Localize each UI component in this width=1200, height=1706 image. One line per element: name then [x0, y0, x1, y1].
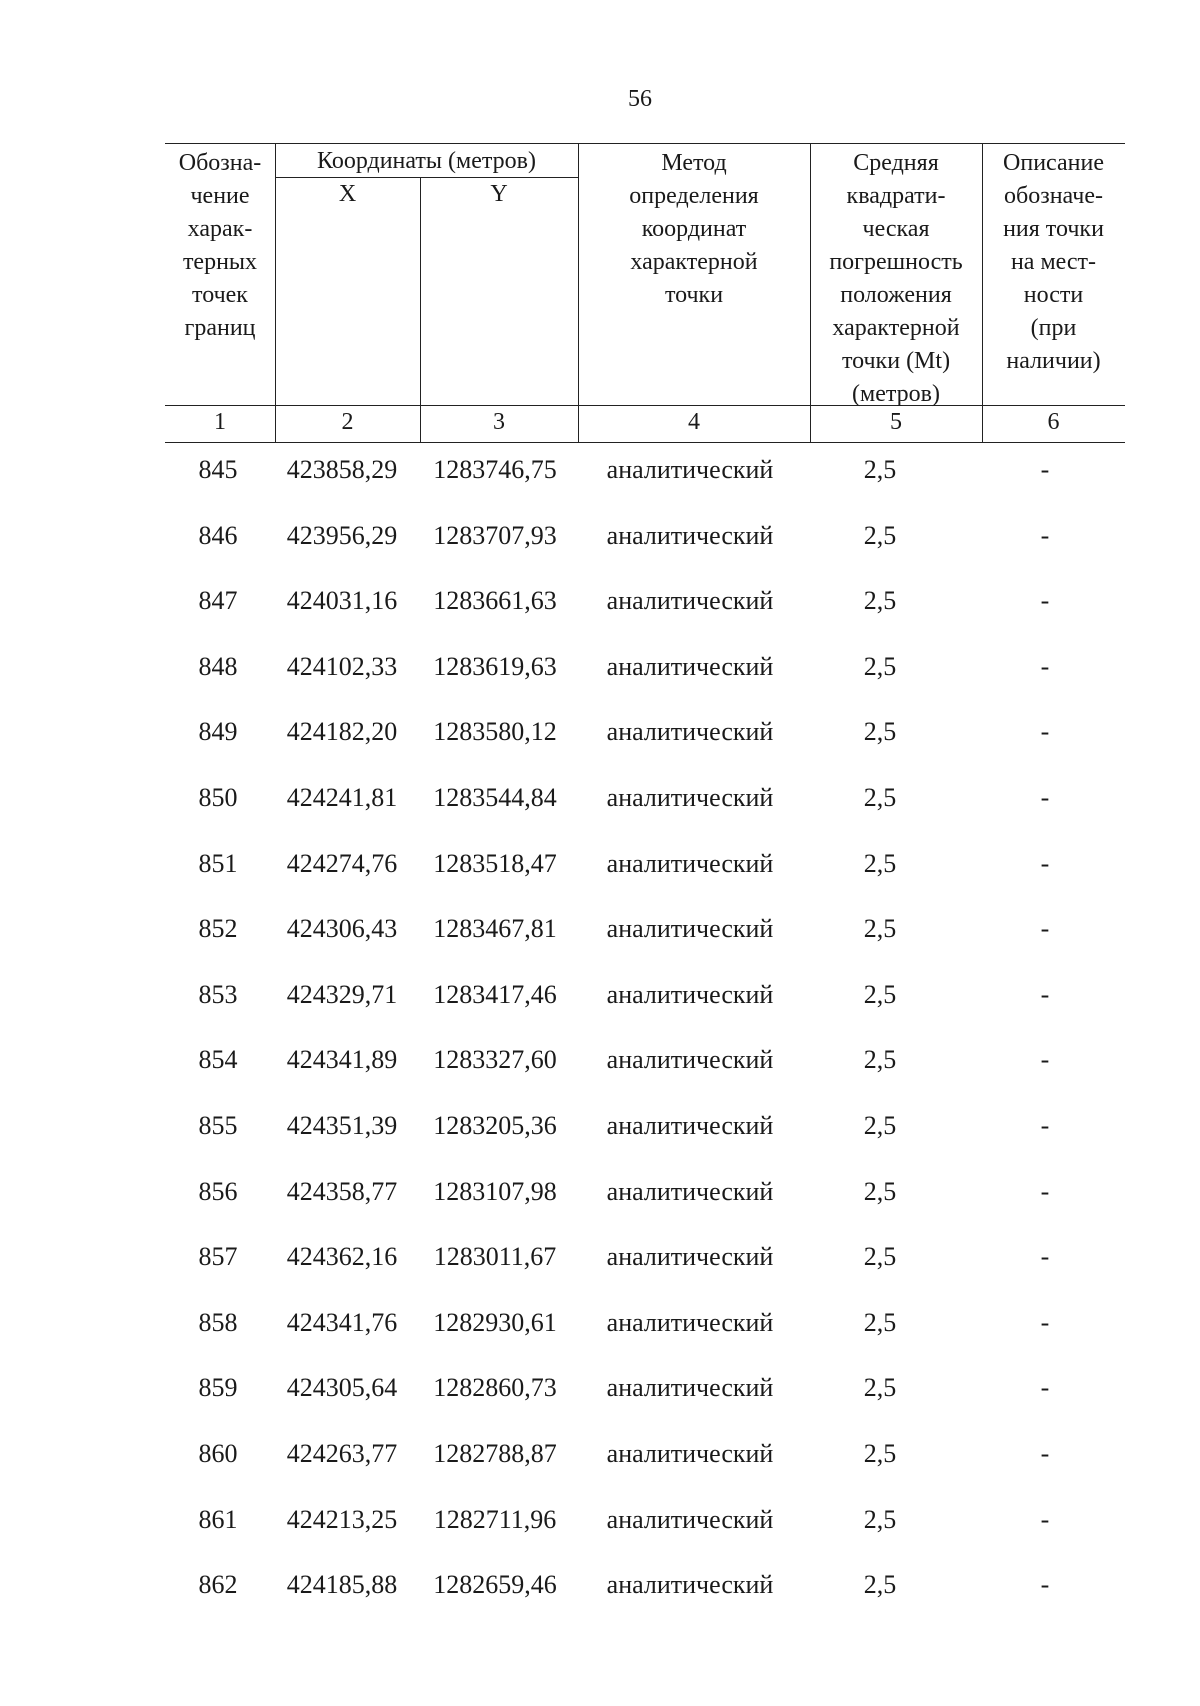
cell-description: -	[1040, 783, 1050, 812]
cell-x: 424213,25	[286, 1504, 398, 1534]
cell-y: 1282860,73	[433, 1373, 557, 1403]
cell-error: 2,5	[863, 586, 897, 616]
cell-x: 424185,88	[286, 1570, 398, 1600]
cell-x: 424263,77	[286, 1439, 398, 1468]
cell-error: 2,5	[863, 1504, 897, 1534]
table-row	[0, 712, 1200, 752]
cell-method: аналитический	[606, 1307, 774, 1337]
cell-method: аналитический	[606, 520, 774, 550]
cell-x: 424274,76	[286, 848, 398, 878]
table-row	[0, 647, 1200, 687]
cell-description: -	[1040, 1045, 1050, 1075]
cell-y: 1283746,75	[433, 455, 557, 484]
cell-x: 423858,29	[286, 455, 398, 484]
cell-point: 849	[198, 717, 238, 747]
cell-point: 847	[198, 586, 238, 616]
cell-y: 1283205,36	[433, 1111, 557, 1140]
cell-method: аналитический	[606, 717, 774, 747]
cell-error: 2,5	[863, 1570, 897, 1600]
cell-description: -	[1040, 914, 1050, 944]
cell-point: 845	[198, 455, 238, 484]
table-row	[0, 909, 1200, 949]
cell-x: 424351,39	[286, 1111, 398, 1140]
table-row	[0, 1106, 1200, 1146]
cell-description: -	[1040, 1307, 1050, 1337]
cell-method: аналитический	[606, 455, 774, 484]
cell-point: 846	[198, 520, 238, 550]
table-row	[0, 516, 1200, 556]
cell-error: 2,5	[863, 1307, 897, 1337]
header-col-point-designation: Обозна- чение харак- терных точек границ	[178, 150, 262, 341]
cell-error: 2,5	[863, 979, 897, 1009]
header-number-6: 6	[1047, 409, 1060, 435]
table-row	[0, 844, 1200, 884]
cell-y: 1283467,81	[433, 914, 557, 944]
cell-method: аналитический	[606, 586, 774, 616]
cell-error: 2,5	[863, 1111, 897, 1140]
cell-method: аналитический	[606, 1045, 774, 1075]
cell-description: -	[1040, 848, 1050, 878]
cell-y: 1283417,46	[433, 979, 557, 1009]
cell-point: 860	[198, 1439, 238, 1468]
table-row	[0, 975, 1200, 1015]
cell-x: 424358,77	[286, 1176, 398, 1206]
cell-point: 853	[198, 979, 238, 1009]
cell-y: 1282788,87	[433, 1439, 557, 1468]
cell-x: 424329,71	[286, 979, 398, 1009]
cell-x: 424182,20	[286, 717, 398, 747]
table-row	[0, 1303, 1200, 1343]
cell-method: аналитический	[606, 783, 774, 812]
cell-error: 2,5	[863, 1045, 897, 1075]
cell-description: -	[1040, 1242, 1050, 1272]
cell-point: 859	[198, 1373, 238, 1403]
cell-y: 1283544,84	[433, 783, 557, 812]
cell-error: 2,5	[863, 455, 897, 484]
header-col-description: Описание обозначе- ния точки на мест- ности (при наличии)	[1003, 150, 1104, 374]
header-col-x: X	[338, 181, 357, 207]
cell-y: 1283327,60	[433, 1045, 557, 1075]
cell-description: -	[1040, 455, 1050, 484]
cell-error: 2,5	[863, 651, 897, 681]
page-number: 56	[628, 86, 652, 112]
cell-description: -	[1040, 1176, 1050, 1206]
cell-error: 2,5	[863, 1373, 897, 1403]
cell-method: аналитический	[606, 848, 774, 878]
header-number-3: 3	[493, 409, 505, 435]
cell-error: 2,5	[863, 717, 897, 747]
cell-x: 424306,43	[286, 914, 398, 944]
cell-y: 1283580,12	[433, 717, 557, 747]
cell-method: аналитический	[606, 1373, 774, 1403]
cell-error: 2,5	[863, 848, 897, 878]
cell-point: 858	[198, 1307, 238, 1337]
header-col-method: Метод определения координат характерной точки	[629, 150, 759, 308]
cell-point: 851	[198, 848, 238, 878]
cell-description: -	[1040, 1504, 1050, 1534]
table-row	[0, 1368, 1200, 1408]
cell-description: -	[1040, 717, 1050, 747]
cell-point: 854	[198, 1045, 238, 1075]
cell-x: 423956,29	[286, 520, 398, 550]
table-row	[0, 450, 1200, 490]
cell-description: -	[1040, 979, 1050, 1009]
cell-y: 1283707,93	[433, 520, 557, 550]
table-row	[0, 1565, 1200, 1605]
cell-description: -	[1040, 1570, 1050, 1600]
number-row-bottom-border	[165, 442, 1125, 443]
cell-x: 424102,33	[286, 651, 398, 681]
cell-y: 1282930,61	[433, 1307, 557, 1337]
table-row	[0, 1500, 1200, 1540]
cell-y: 1283661,63	[433, 586, 557, 616]
header-col-error: Средняя квадрати- ческая погрешность положения характерной точки (Mt) (метров)	[829, 150, 963, 407]
cell-point: 852	[198, 914, 238, 944]
cell-error: 2,5	[863, 914, 897, 944]
cell-error: 2,5	[863, 1439, 897, 1468]
cell-point: 861	[198, 1504, 238, 1534]
cell-y: 1282711,96	[433, 1504, 557, 1534]
cell-point: 855	[198, 1111, 238, 1140]
cell-x: 424362,16	[286, 1242, 398, 1272]
cell-description: -	[1040, 651, 1050, 681]
cell-error: 2,5	[863, 1176, 897, 1206]
cell-y: 1283619,63	[433, 651, 557, 681]
header-divider-2	[420, 177, 421, 442]
cell-description: -	[1040, 586, 1050, 616]
cell-y: 1283011,67	[433, 1242, 557, 1272]
cell-point: 856	[198, 1176, 238, 1206]
cell-method: аналитический	[606, 979, 774, 1009]
header-coords-group: Координаты (метров)	[317, 148, 536, 174]
cell-point: 862	[198, 1570, 238, 1600]
cell-method: аналитический	[606, 1570, 774, 1600]
header-number-1: 1	[214, 409, 226, 435]
header-number-4: 4	[688, 409, 700, 435]
cell-y: 1282659,46	[433, 1570, 557, 1600]
cell-method: аналитический	[606, 1111, 774, 1140]
cell-x: 424241,81	[286, 783, 398, 812]
table-row	[0, 581, 1200, 621]
cell-method: аналитический	[606, 914, 774, 944]
table-row	[0, 778, 1200, 818]
table-row	[0, 1172, 1200, 1212]
header-number-5: 5	[890, 409, 902, 435]
cell-y: 1283107,98	[433, 1176, 557, 1206]
cell-point: 848	[198, 651, 238, 681]
cell-method: аналитический	[606, 1504, 774, 1534]
table-row	[0, 1040, 1200, 1080]
cell-error: 2,5	[863, 1242, 897, 1272]
cell-description: -	[1040, 1373, 1050, 1403]
cell-x: 424305,64	[286, 1373, 398, 1403]
header-col-y: Y	[490, 181, 508, 207]
cell-method: аналитический	[606, 1176, 774, 1206]
cell-description: -	[1040, 1111, 1050, 1140]
cell-error: 2,5	[863, 520, 897, 550]
cell-method: аналитический	[606, 1242, 774, 1272]
cell-x: 424341,89	[286, 1045, 398, 1075]
header-number-2: 2	[341, 409, 354, 435]
cell-y: 1283518,47	[433, 848, 557, 878]
cell-method: аналитический	[606, 1439, 774, 1468]
cell-point: 850	[198, 783, 238, 812]
cell-error: 2,5	[863, 783, 897, 812]
cell-method: аналитический	[606, 651, 774, 681]
cell-description: -	[1040, 1439, 1050, 1468]
table-row	[0, 1434, 1200, 1474]
table-row	[0, 1237, 1200, 1277]
cell-description: -	[1040, 520, 1050, 550]
cell-x: 424031,16	[286, 586, 398, 616]
cell-point: 857	[198, 1242, 238, 1272]
header-top-border	[165, 143, 1125, 144]
cell-x: 424341,76	[286, 1307, 398, 1337]
